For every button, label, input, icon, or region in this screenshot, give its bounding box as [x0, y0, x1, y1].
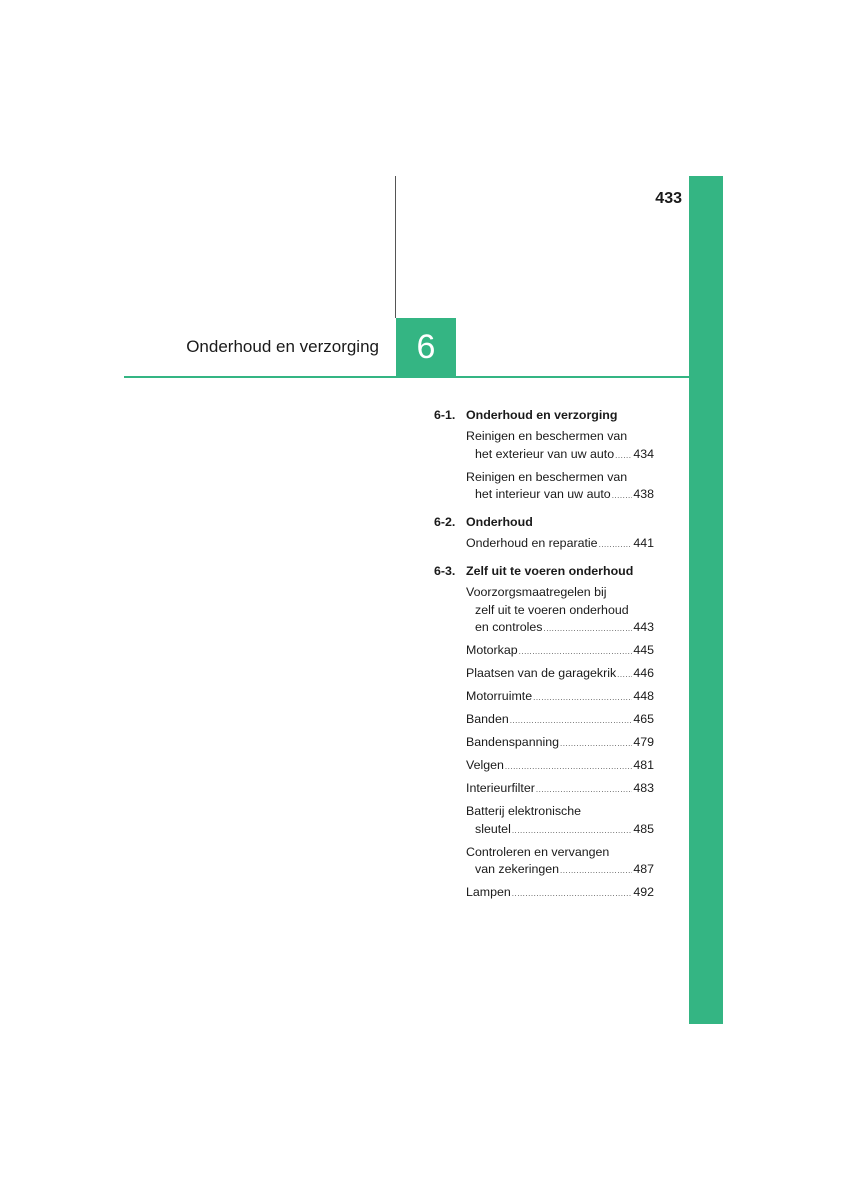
dot-leader: [533, 689, 632, 707]
entry-text: Onderhoud en reparatie: [466, 536, 598, 550]
toc-entry[interactable]: [466, 780, 654, 799]
entry-page-number: 441: [633, 536, 654, 550]
chapter-title: Onderhoud en verzorging: [186, 337, 379, 356]
dot-leader: [612, 487, 633, 505]
entry-page-number: 492: [633, 885, 654, 899]
chapter-rule: [124, 376, 690, 378]
toc-entry[interactable]: [466, 803, 654, 839]
dot-leader: [512, 822, 632, 840]
toc-entry[interactable]: [466, 884, 654, 903]
entry-page-number: 434: [633, 446, 654, 461]
toc-entry[interactable]: [466, 584, 654, 638]
entry-text: Batterij elektronische: [466, 804, 582, 818]
toc-entry[interactable]: [466, 642, 654, 661]
header-divider: [395, 176, 396, 318]
entry-text: het exterieur van uw auto: [475, 446, 615, 461]
entry-page-number: 446: [633, 666, 654, 680]
toc-entry[interactable]: [466, 844, 654, 880]
dot-leader: [536, 781, 632, 799]
dot-leader: [560, 735, 632, 753]
dot-leader: [519, 643, 633, 661]
entry-page-number: 483: [633, 781, 654, 795]
entry-text: Banden: [466, 712, 509, 726]
dot-leader: [510, 712, 633, 730]
section-gap: [432, 907, 654, 911]
toc-entry[interactable]: [466, 688, 654, 707]
table-of-contents: [432, 406, 654, 911]
entry-text: Motorkap: [466, 643, 518, 657]
section-title[interactable]: Onderhoud en verzorging: [466, 408, 618, 422]
entry-text: Controleren en vervangen: [466, 844, 610, 859]
entry-page-number: 443: [633, 620, 654, 634]
dot-leader: [505, 758, 632, 776]
dot-leader: [544, 620, 633, 638]
entry-page-number: 445: [633, 643, 654, 657]
dot-leader: [512, 885, 633, 903]
entry-text: en controles: [475, 620, 543, 634]
entry-text: Plaatsen van de garagekrik: [466, 666, 617, 680]
entry-text: Interieurfilter: [466, 781, 535, 795]
section-number: 6-3.: [434, 564, 456, 578]
entry-page-number: 485: [633, 821, 654, 836]
toc-section: [432, 513, 654, 535]
entry-page-number: 465: [633, 712, 654, 726]
toc-entry[interactable]: [466, 757, 654, 776]
entry-page-number: 438: [633, 487, 654, 501]
section-number: 6-2.: [434, 515, 456, 529]
dot-leader: [617, 666, 632, 684]
chapter-side-tab: [689, 176, 723, 1024]
toc-entry[interactable]: [466, 428, 654, 464]
section-title[interactable]: Zelf uit te voeren onderhoud: [466, 564, 634, 578]
toc-entry[interactable]: [466, 535, 654, 554]
dot-leader: [615, 447, 632, 465]
entry-page-number: 487: [633, 862, 654, 876]
entry-text: Motorruimte: [466, 689, 533, 703]
entry-text: Reinigen en beschermen van: [466, 469, 628, 484]
section-number: 6-1.: [434, 408, 456, 422]
entry-text: Velgen: [466, 758, 504, 772]
toc-section: [432, 406, 654, 428]
entry-page-number: 479: [633, 735, 654, 749]
entry-text: het interieur van uw auto: [475, 487, 611, 501]
entry-text: Reinigen en beschermen van: [466, 429, 628, 443]
entry-text: sleutel: [475, 821, 511, 836]
toc-entry[interactable]: [466, 711, 654, 730]
section-title[interactable]: Onderhoud: [466, 515, 533, 529]
entry-text: Bandenspanning: [466, 735, 560, 749]
dot-leader: [560, 862, 632, 880]
dot-leader: [599, 536, 633, 554]
entry-page-number: 481: [633, 758, 654, 772]
page-number: 433: [655, 190, 682, 207]
toc-entry[interactable]: [466, 665, 654, 684]
toc-entry[interactable]: [466, 734, 654, 753]
entry-text: Voorzorgsmaatregelen bij: [466, 585, 607, 599]
toc-section: [432, 562, 654, 584]
toc-entry[interactable]: [466, 469, 654, 505]
entry-text: Lampen: [466, 885, 511, 899]
entry-text: van zekeringen: [475, 862, 560, 876]
chapter-number-box: 6: [396, 318, 456, 377]
entry-page-number: 448: [633, 689, 654, 703]
entry-text: zelf uit te voeren onderhoud: [475, 602, 629, 617]
